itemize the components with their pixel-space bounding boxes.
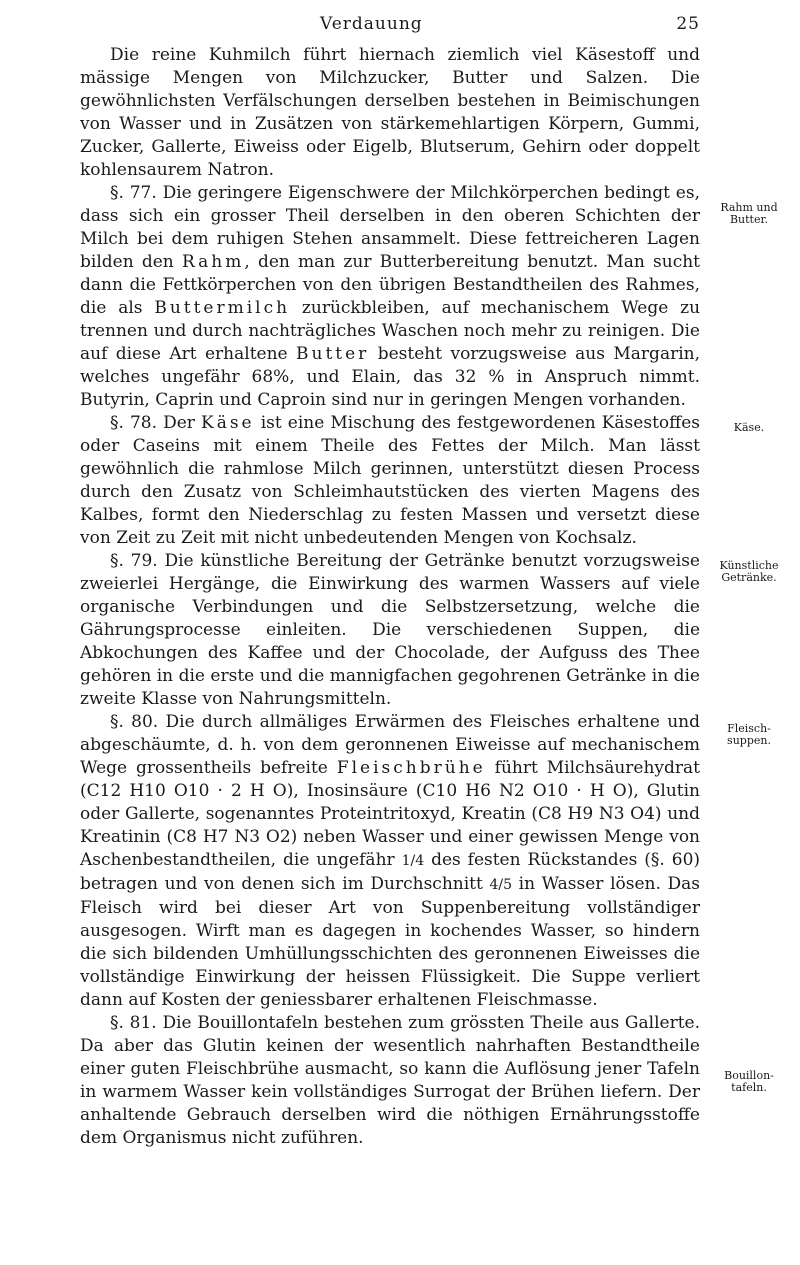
running-title: Verdauung bbox=[320, 14, 423, 34]
section-number: §. 81. bbox=[110, 1013, 157, 1033]
fraction: 1/4 bbox=[401, 853, 425, 869]
term-fleischbruehe: Fleischbrühe bbox=[336, 758, 486, 778]
page-number: 25 bbox=[676, 14, 700, 34]
formula: (C10 H6 N2 O10 · H O) bbox=[415, 781, 634, 801]
term-buttermilch: Buttermilch bbox=[154, 298, 291, 318]
formula: (C12 H10 O10 · 2 H O) bbox=[80, 781, 294, 801]
running-header bbox=[80, 14, 700, 40]
body-text bbox=[80, 44, 700, 1150]
marginal-note-kaese: Käse. bbox=[733, 421, 765, 434]
paragraph-80: §. 80. Die durch allmäliges Erwärmen des Fleisches erhaltene und abgeschäumte, d. h. von dem geronnenen Eiweisse auf mechanischem Wege grossentheils befreite Fleischbrühe führt Milchsäurehydrat (C12 H10 O10 · 2 H O), Inosinsäure (C10 H6 N2 O10 · H O), Glutin oder Gallerte, sogenanntes Proteintritoxyd, Kreatin (C8 H9 N3 O4) und Kreatinin (C8 H7 N3 O2) neben Wasser und einer gewissen Menge von Aschenbestandtheilen, die ungefähr 1/4 des festen Rückstandes (§. 60) betragen und von denen sich im Durchschnitt 4/5 in Wasser lösen. Das Fleisch wird bei dieser Art von Suppenbereitung vollständiger ausgesogen. Wirft man es dagegen in kochendes Wasser, so hindern die sich bildenden Umhüllungsschichten des geronnenen Eiweisses die vollständige Einwirkung der heissen Flüssigkeit. Die Suppe verliert dann auf Kosten der geniessbarer erhaltenen Fleischmasse. bbox=[80, 712, 701, 1010]
marginal-note-bouillon: Bouillon- tafeln. bbox=[724, 1069, 774, 1094]
section-number: §. 77. bbox=[110, 183, 157, 203]
paragraph-81: §. 81. Die Bouillontafeln bestehen zum grössten Theile aus Gallerte. Da aber das Glutin keinen der wesentlich nahrhaften Bestandtheile einer guten Fleischbrühe ausmacht, so kann die Auflösung jener Tafeln in warmem Wasser kein vollständiges Surrogat der Brühen liefern. Der anhaltende Gebrauch derselben wird die nöthigen Ernährungsstoffe dem Organismus nicht zuführen. bbox=[80, 1013, 701, 1148]
marginal-note-rahm: Rahm und Butter. bbox=[720, 201, 778, 226]
term-butter: Butter bbox=[296, 344, 370, 364]
paragraph-77: §. 77. Die geringere Eigenschwere der Milchkörperchen bedingt es, dass sich ein grosser Theil derselben in den oberen Schichten der Milch bei dem ruhigen Stehen ansammelt. Diese fettreicheren Lagen bilden den Rahm, den man zur Butterbereitung benutzt. Man sucht dann die Fettkörperchen von den übrigen Bestandtheilen des Rahmes, die als Buttermilch zurückbleiben, auf mechanischem Wege zu trennen und durch nachträgliches Waschen noch mehr zu reinigen. Die auf diese Art erhaltene Butter besteht vorzugsweise aus Margarin, welches ungefähr 68%, und Elain, das 32 % in Anspruch nimmt. Butyrin, Caprin und Caproin sind nur in geringen Mengen vorhanden. bbox=[80, 183, 701, 410]
marginal-note-getraenke: Künstliche Getränke. bbox=[719, 559, 779, 584]
section-number: §. 80. bbox=[110, 712, 159, 732]
term-kaese: Käse bbox=[201, 413, 255, 433]
paragraph-intro: Die reine Kuhmilch führt hiernach ziemlich viel Käsestoff und mässige Mengen von Milchzucker, Butter und Salzen. Die gewöhnlichsten Verfälschungen derselben bestehen in Beimischungen von Wasser und in Zusätzen von stärkemehlartigen Körpern, Gummi, Zucker, Gallerte, Eiweiss oder Eigelb, Blutserum, Gehirn oder doppelt kohlensaurem Natron. bbox=[80, 45, 700, 180]
formula: (C8 H9 N3 O4) bbox=[531, 804, 662, 824]
section-number: §. 78. bbox=[110, 413, 158, 433]
term-rahm: Rahm bbox=[181, 252, 245, 272]
fraction: 4/5 bbox=[489, 877, 512, 893]
section-number: §. 79. bbox=[110, 551, 158, 571]
paragraph-79: §. 79. Die künstliche Bereitung der Getränke benutzt vorzugsweise zweierlei Hergänge, die Einwirkung des warmen Wassers auf viele organische Verbindungen und die Selbstzersetzung, welche die Gährungsprocesse einleiten. Die verschiedenen Suppen, die Abkochungen des Kaffee und der Chocolade, der Aufguss des Thee gehören in die erste und die mannigfachen gegohrenen Getränke in die zweite Klasse von Nahrungsmitteln. bbox=[80, 551, 700, 709]
formula: (C8 H7 N3 O2) bbox=[166, 827, 298, 847]
marginal-note-suppen: Fleisch- suppen. bbox=[727, 722, 771, 747]
paragraph-78: §. 78. Der Käse ist eine Mischung des festgewordenen Käsestoffes oder Caseins mit einem Theile des Fettes der Milch. Man lässt gewöhnlich die rahmlose Milch gerinnen, unterstützt diesen Process durch den Zusatz von Schleimhautstücken des vierten Magens des Kalbes, formt den Niederschlag zu festen Massen und versetzt diese von Zeit zu Zeit mit nicht unbedeutenden Mengen von Kochsalz. bbox=[80, 413, 700, 548]
